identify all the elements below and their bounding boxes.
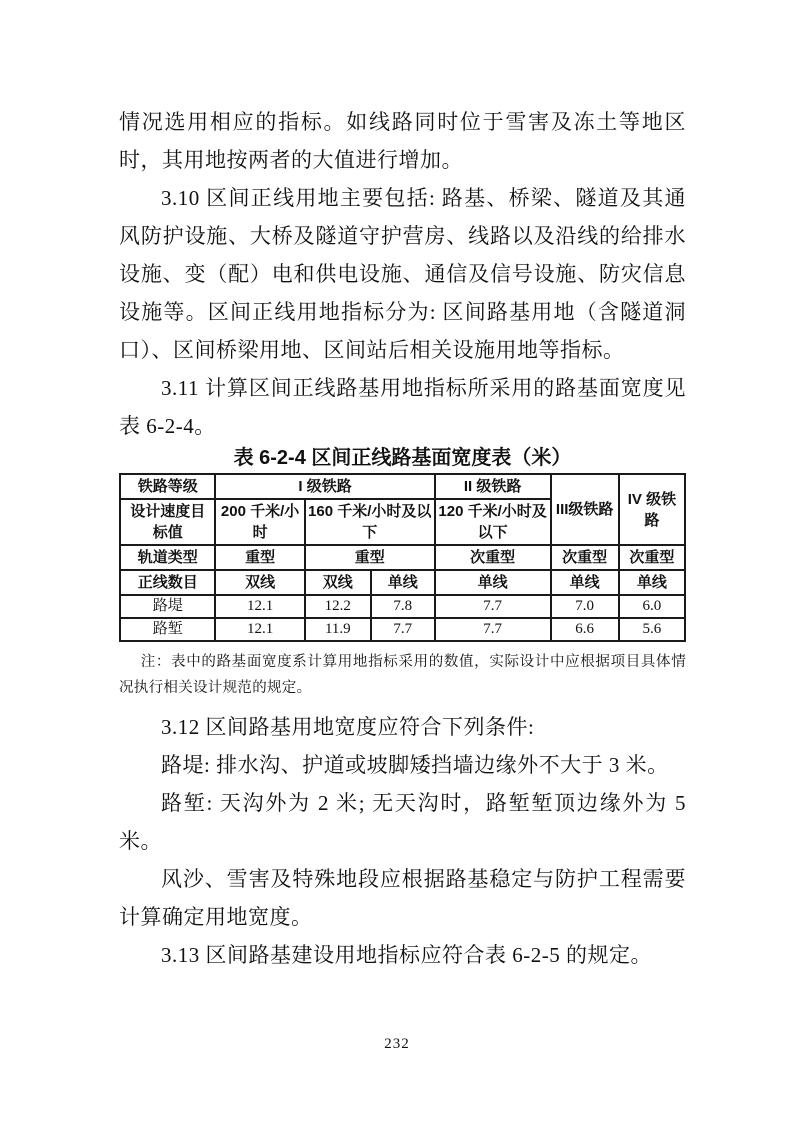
paragraph-cutting-rule: 路堑: 天沟外为 2 米; 无天沟时，路堑堑顶边缘外为 5 米。 <box>119 791 686 853</box>
cell-cutting-v4: 7.7 <box>435 618 551 641</box>
cell-speed-200: 200 千米/小时 <box>215 499 304 545</box>
cell-embankment-v2: 12.2 <box>305 595 371 618</box>
cell-track-5: 次重型 <box>619 545 685 570</box>
roadbed-width-table <box>119 473 686 642</box>
cell-grade-II: II 级铁路 <box>435 474 551 499</box>
cell-lines-2: 双线 <box>305 570 371 595</box>
cell-lines-5: 单线 <box>551 570 619 595</box>
cell-lines-6: 单线 <box>619 570 685 595</box>
cell-lines-4: 单线 <box>435 570 551 595</box>
cell-grade-III: III级铁路 <box>551 474 619 545</box>
paragraph-embankment-rule: 路堤: 排水沟、护道或坡脚矮挡墙边缘外不大于 3 米。 <box>161 753 669 777</box>
cell-track-3: 次重型 <box>435 545 551 570</box>
table-row-track-type <box>120 545 685 570</box>
cell-track-2: 重型 <box>305 545 435 570</box>
cell-cutting-v6: 5.6 <box>619 618 685 641</box>
cell-lines-label: 正线数目 <box>120 570 215 595</box>
paragraph-special-sections: 风沙、雪害及特殊地段应根据路基稳定与防护工程需要计算确定用地宽度。 <box>119 867 686 929</box>
cell-railway-grade-label: 铁路等级 <box>120 474 215 499</box>
cell-track-1: 重型 <box>215 545 304 570</box>
cell-cutting-v3: 7.7 <box>371 618 435 641</box>
paragraph-continuation: 情况选用相应的指标。如线路同时位于雪害及冻土等地区时，其用地按两者的大值进行增加。 <box>119 110 686 172</box>
cell-grade-I: I 级铁路 <box>215 474 434 499</box>
cell-embankment-v6: 6.0 <box>619 595 685 618</box>
cell-grade-IV: IV 级铁路 <box>619 474 685 545</box>
cell-cutting-v1: 12.1 <box>215 618 304 641</box>
table-row-line-count <box>120 570 685 595</box>
cell-embankment-v3: 7.8 <box>371 595 435 618</box>
page-content <box>119 103 686 974</box>
cell-embankment-label: 路堤 <box>120 595 215 618</box>
page-number: 232 <box>384 1036 410 1052</box>
cell-cutting-label: 路堑 <box>120 618 215 641</box>
cell-cutting-v2: 11.9 <box>305 618 371 641</box>
paragraph-3-12: 3.12 区间路基用地宽度应符合下列条件: <box>161 715 535 739</box>
cell-track-label: 轨道类型 <box>120 545 215 570</box>
table-row-cutting <box>120 618 685 641</box>
paragraph-3-10: 3.10 区间正线用地主要包括: 路基、桥梁、隧道及其通风防护设施、大桥及隧道守护营房、线路以及沿线的给排水设施、变（配）电和供电设施、通信及信号设施、防灾信息设施等。区间正线用地指标分为: 区间路基用地（含隧道洞口）、区间桥梁用地、区间站后相关设施用地等指标。 <box>119 186 686 362</box>
table-note: 注：表中的路基面宽度系计算用地指标采用的数值，实际设计中应根据项目具体情况执行相关设计规范的规定。 <box>119 654 686 696</box>
paragraph-3-13: 3.13 区间路基建设用地指标应符合表 6-2-5 的规定。 <box>161 943 652 967</box>
cell-embankment-v1: 12.1 <box>215 595 304 618</box>
table-row-grade <box>120 474 685 499</box>
cell-speed-160: 160 千米/小时及以下 <box>305 499 435 545</box>
cell-embankment-v5: 7.0 <box>551 595 619 618</box>
cell-lines-3: 单线 <box>371 570 435 595</box>
table-row-embankment <box>120 595 685 618</box>
cell-speed-120: 120 千米/小时及以下 <box>435 499 551 545</box>
cell-embankment-v4: 7.7 <box>435 595 551 618</box>
paragraph-3-11: 3.11 计算区间正线路基用地指标所采用的路基面宽度见表 6-2-4。 <box>119 376 686 438</box>
cell-speed-label: 设计速度目标值 <box>120 499 215 545</box>
table-title: 表 6-2-4 区间正线路基面宽度表（米） <box>233 447 572 469</box>
cell-cutting-v5: 6.6 <box>551 618 619 641</box>
cell-lines-1: 双线 <box>215 570 304 595</box>
cell-track-4: 次重型 <box>551 545 619 570</box>
